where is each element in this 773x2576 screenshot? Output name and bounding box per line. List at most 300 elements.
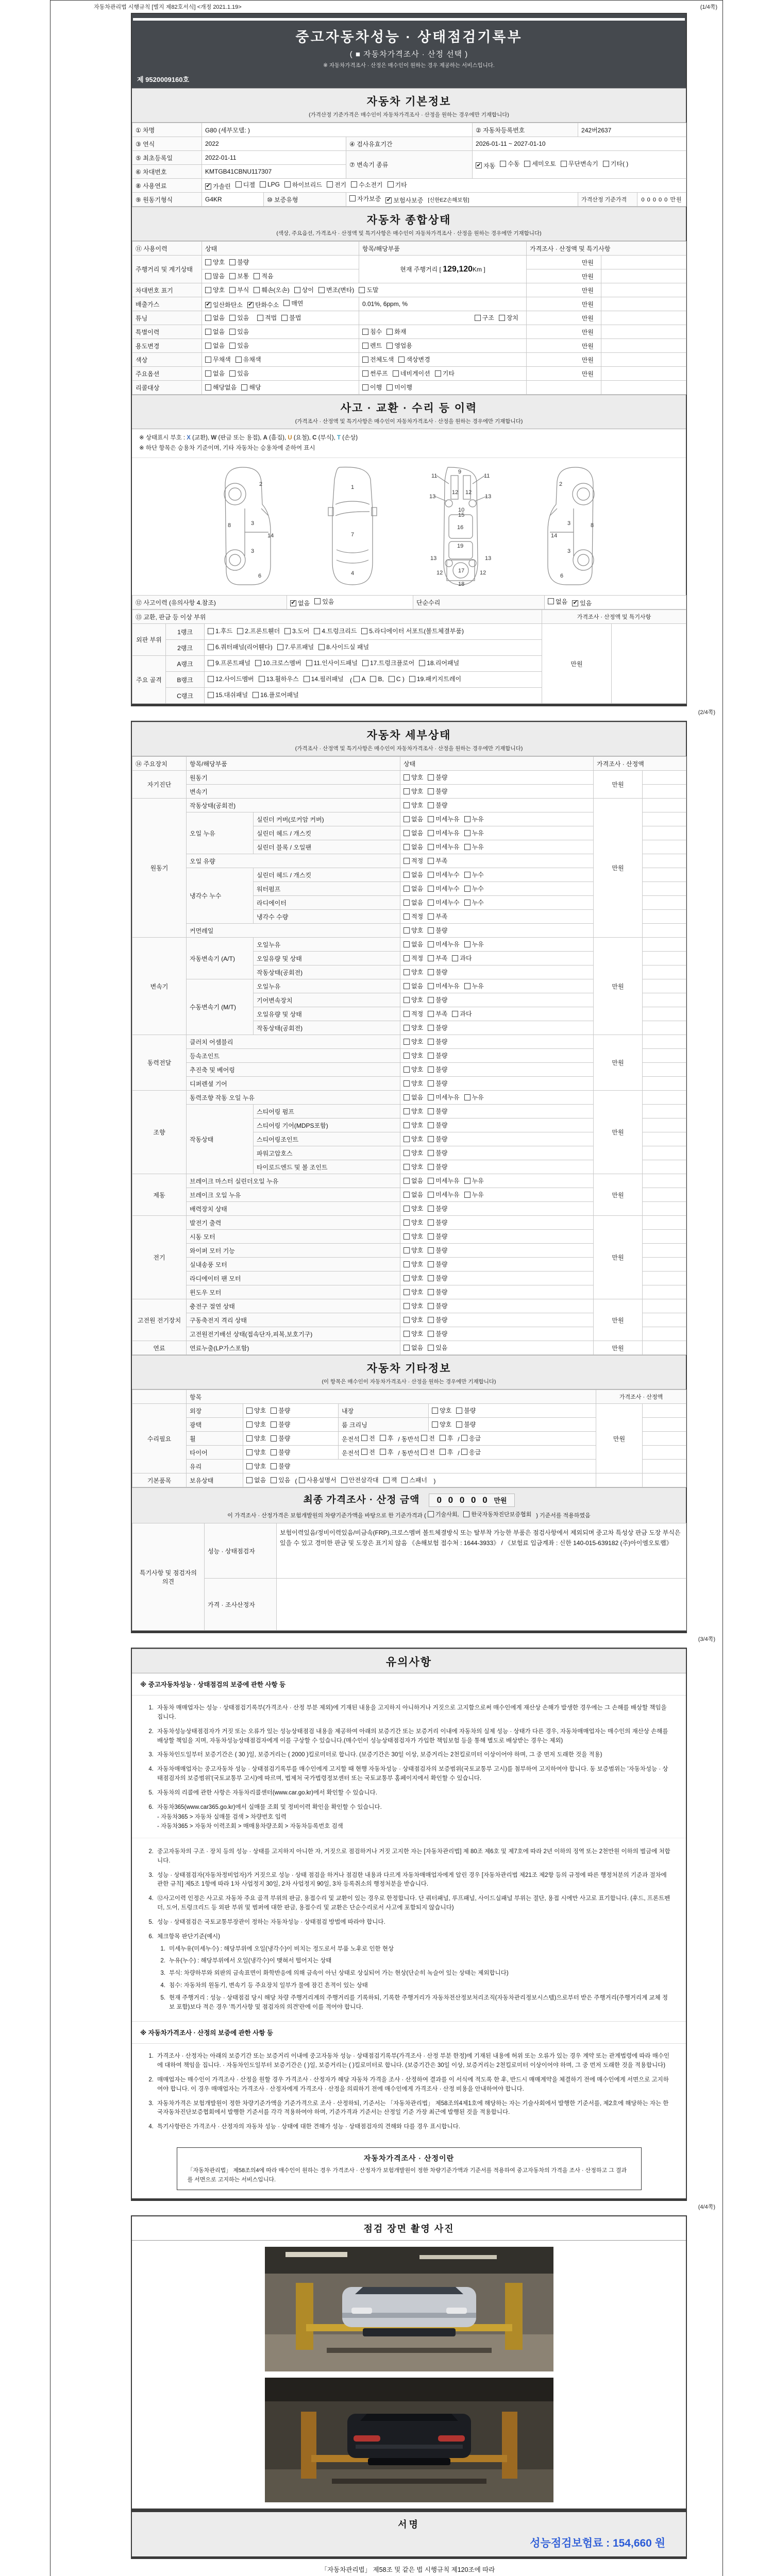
checkbox-누유[interactable]: [464, 842, 484, 851]
checkbox-전기[interactable]: [327, 180, 346, 189]
checkbox-box[interactable]: [419, 660, 425, 666]
checkbox-있음[interactable]: [572, 599, 592, 607]
checkbox-16.플로어패널[interactable]: [253, 689, 299, 701]
checkbox-후[interactable]: [440, 1434, 453, 1443]
checkbox-box[interactable]: [428, 858, 434, 864]
checkbox-box[interactable]: [205, 329, 211, 335]
checkbox-box[interactable]: [404, 1136, 410, 1142]
checkbox-box[interactable]: [362, 329, 368, 335]
checkbox-box[interactable]: [246, 1463, 253, 1469]
checkbox-적법[interactable]: [257, 313, 277, 322]
checkbox-box[interactable]: [318, 644, 325, 650]
checkbox-9.프론트패널[interactable]: [208, 657, 250, 669]
checkbox-해당[interactable]: [241, 383, 261, 392]
checkbox-양호[interactable]: [404, 773, 423, 782]
checkbox-box[interactable]: ✔: [206, 183, 211, 190]
checkbox-box[interactable]: [281, 315, 288, 321]
checkbox-box[interactable]: [362, 384, 368, 391]
checkbox-없음[interactable]: [404, 898, 423, 907]
checkbox-양호[interactable]: [404, 995, 423, 1004]
checkbox-box[interactable]: [404, 1233, 410, 1240]
checkbox-box[interactable]: [386, 329, 393, 335]
checkbox-불량[interactable]: [271, 1448, 290, 1456]
checkbox-box[interactable]: [428, 1108, 434, 1114]
checkbox-box[interactable]: [208, 628, 214, 634]
checkbox-box[interactable]: [277, 644, 283, 650]
checkbox-box[interactable]: [428, 941, 434, 947]
checkbox-후[interactable]: [380, 1448, 394, 1456]
checkbox-box[interactable]: [428, 802, 434, 808]
checkbox-box[interactable]: [404, 1094, 410, 1100]
checkbox-box[interactable]: [389, 676, 395, 682]
checkbox-box[interactable]: [361, 1435, 367, 1441]
checkbox-box[interactable]: [464, 941, 470, 947]
checkbox-box[interactable]: [404, 886, 410, 892]
checkbox-불량[interactable]: [428, 1121, 447, 1129]
checkbox-없음[interactable]: [205, 341, 225, 350]
checkbox-box[interactable]: [428, 1331, 434, 1337]
checkbox-box[interactable]: [404, 997, 410, 1003]
checkbox-자가보증[interactable]: [349, 194, 381, 203]
checkbox-있음[interactable]: [428, 1343, 447, 1352]
checkbox-box[interactable]: [428, 1317, 434, 1323]
checkbox-box[interactable]: [404, 1303, 410, 1309]
checkbox-양호[interactable]: [432, 1406, 451, 1415]
checkbox-box[interactable]: [208, 660, 214, 666]
checkbox-미세누유[interactable]: [428, 1190, 459, 1199]
checkbox-있음[interactable]: [229, 369, 249, 378]
checkbox-양호[interactable]: [404, 1329, 423, 1338]
checkbox-사용설명서[interactable]: [299, 1476, 337, 1484]
checkbox-box[interactable]: [359, 287, 365, 293]
checkbox-양호[interactable]: [404, 1301, 423, 1310]
checkbox-누유[interactable]: [464, 1190, 484, 1199]
checkbox-미세누유[interactable]: [428, 828, 459, 837]
checkbox-box[interactable]: [404, 1275, 410, 1281]
checkbox-box[interactable]: [464, 900, 470, 906]
checkbox-기타[interactable]: [435, 369, 455, 378]
checkbox-box[interactable]: [404, 1080, 410, 1087]
checkbox-양호[interactable]: [404, 1079, 423, 1088]
checkbox-양호[interactable]: [404, 1260, 423, 1268]
checkbox-없음[interactable]: [404, 870, 423, 879]
checkbox-box[interactable]: [254, 287, 260, 293]
checkbox-부족[interactable]: [428, 954, 447, 962]
checkbox-box[interactable]: [404, 1066, 410, 1073]
checkbox-불량[interactable]: [271, 1406, 290, 1415]
checkbox-box[interactable]: [404, 1025, 410, 1031]
checkbox-box[interactable]: [428, 913, 434, 920]
checkbox-6.쿼터패널(리어휀다)[interactable]: [208, 641, 273, 653]
checkbox-box[interactable]: [208, 692, 214, 698]
checkbox-불량[interactable]: [428, 1232, 447, 1241]
checkbox-불량[interactable]: [428, 1287, 447, 1296]
checkbox-잭[interactable]: [383, 1476, 397, 1484]
checkbox-도말[interactable]: [359, 285, 378, 294]
checkbox-양호[interactable]: [404, 1204, 423, 1213]
checkbox-전[interactable]: [421, 1448, 435, 1456]
checkbox-18.리어패널[interactable]: [419, 657, 459, 669]
checkbox-box[interactable]: [404, 774, 410, 781]
checkbox-box[interactable]: [440, 1435, 446, 1441]
checkbox-box[interactable]: [306, 660, 312, 666]
checkbox-있음[interactable]: [229, 313, 249, 322]
checkbox-box[interactable]: [327, 181, 333, 188]
checkbox-불량[interactable]: [428, 1260, 447, 1268]
checkbox-box[interactable]: [229, 259, 236, 265]
checkbox-box[interactable]: [314, 598, 321, 604]
checkbox-누수[interactable]: [464, 898, 484, 907]
checkbox-1.후드[interactable]: [208, 625, 232, 637]
checkbox-썬루프[interactable]: [362, 369, 388, 378]
checkbox-box[interactable]: [404, 858, 410, 864]
checkbox-box[interactable]: [404, 1011, 410, 1017]
checkbox-양호[interactable]: [404, 1274, 423, 1282]
checkbox-box[interactable]: [464, 844, 470, 850]
checkbox-box[interactable]: [404, 1039, 410, 1045]
checkbox-box[interactable]: [246, 1435, 253, 1442]
checkbox-box[interactable]: [428, 1233, 434, 1240]
checkbox-양호[interactable]: [404, 1121, 423, 1129]
checkbox-누유[interactable]: [464, 940, 484, 948]
checkbox-이행[interactable]: [362, 383, 382, 392]
checkbox-없음[interactable]: [404, 981, 423, 990]
checkbox-box[interactable]: [428, 955, 434, 961]
checkbox-box[interactable]: [428, 900, 434, 906]
checkbox-box[interactable]: [404, 1178, 410, 1184]
checkbox-색상변경[interactable]: [398, 355, 430, 364]
checkbox-box[interactable]: ✔: [476, 162, 481, 168]
checkbox-box[interactable]: [284, 628, 291, 634]
checkbox-box[interactable]: [404, 1261, 410, 1267]
checkbox-없음[interactable]: [404, 1176, 423, 1185]
checkbox-box[interactable]: [205, 273, 211, 279]
checkbox-box[interactable]: [271, 1435, 277, 1442]
checkbox-box[interactable]: [271, 1421, 277, 1428]
checkbox-box[interactable]: [255, 660, 261, 666]
checkbox-box[interactable]: [246, 1477, 253, 1483]
checkbox-box[interactable]: [236, 357, 242, 363]
checkbox-box[interactable]: [456, 1421, 462, 1428]
checkbox-미세누유[interactable]: [428, 842, 459, 851]
checkbox-box[interactable]: [388, 181, 394, 188]
checkbox-box[interactable]: [229, 343, 236, 349]
checkbox-유채색[interactable]: [236, 355, 261, 364]
checkbox-box[interactable]: [404, 1122, 410, 1128]
checkbox-box[interactable]: [404, 872, 410, 878]
checkbox-양호[interactable]: [404, 801, 423, 809]
checkbox-box[interactable]: [428, 816, 434, 822]
checkbox-box[interactable]: [229, 287, 236, 293]
checkbox-box[interactable]: [393, 370, 399, 377]
checkbox-14.필러패널[interactable]: [304, 673, 344, 685]
checkbox-box[interactable]: [428, 1164, 434, 1170]
checkbox-box[interactable]: [208, 676, 214, 682]
checkbox-미세누유[interactable]: [428, 1093, 459, 1101]
checkbox-box[interactable]: [304, 676, 310, 682]
checkbox-양호[interactable]: [404, 1218, 423, 1227]
checkbox-불량[interactable]: [428, 1134, 447, 1143]
checkbox-불량[interactable]: [428, 1204, 447, 1213]
checkbox-box[interactable]: [463, 1511, 469, 1517]
checkbox-미세누수[interactable]: [428, 884, 459, 893]
checkbox-box[interactable]: [404, 1053, 410, 1059]
checkbox-box[interactable]: [461, 1449, 467, 1455]
checkbox-부족[interactable]: [428, 1009, 447, 1018]
checkbox-후[interactable]: [380, 1434, 394, 1443]
checkbox-양호[interactable]: [404, 1232, 423, 1241]
checkbox-미세누유[interactable]: [428, 815, 459, 823]
checkbox-무단변속기[interactable]: [561, 159, 598, 168]
checkbox-box[interactable]: ✔: [248, 301, 253, 308]
checkbox-box[interactable]: [428, 1178, 434, 1184]
checkbox-불량[interactable]: [428, 1301, 447, 1310]
checkbox-무채색[interactable]: [205, 355, 231, 364]
checkbox-box[interactable]: [428, 1080, 434, 1087]
checkbox-8.사이드실 패널[interactable]: [318, 641, 369, 653]
checkbox-디젤[interactable]: [236, 180, 255, 189]
checkbox-box[interactable]: [205, 343, 211, 349]
checkbox-기타( )[interactable]: [603, 159, 629, 168]
checkbox-미세누수[interactable]: [428, 898, 459, 907]
checkbox-없음[interactable]: [290, 599, 310, 607]
checkbox-box[interactable]: [404, 1150, 410, 1156]
checkbox-불량[interactable]: [428, 1023, 447, 1032]
checkbox-누유[interactable]: [464, 1093, 484, 1101]
checkbox-box[interactable]: [229, 329, 236, 335]
checkbox-불량[interactable]: [456, 1420, 476, 1429]
checkbox-스패너[interactable]: [401, 1476, 427, 1484]
checkbox-양호[interactable]: [205, 285, 225, 294]
checkbox-box[interactable]: [428, 1261, 434, 1267]
checkbox-box[interactable]: [349, 195, 356, 201]
checkbox-box[interactable]: [246, 1421, 253, 1428]
checkbox-box[interactable]: [271, 1449, 277, 1455]
checkbox-box[interactable]: [428, 1094, 434, 1100]
checkbox-13.휠하우스[interactable]: [259, 673, 299, 685]
checkbox-불량[interactable]: [456, 1406, 476, 1415]
checkbox-7.루프패널[interactable]: [277, 641, 314, 653]
checkbox-하이브리드[interactable]: [284, 180, 322, 189]
checkbox-box[interactable]: [254, 273, 260, 279]
checkbox-양호[interactable]: [404, 1051, 423, 1060]
checkbox-box[interactable]: [354, 676, 360, 682]
checkbox-변조(변타)[interactable]: [318, 285, 354, 294]
checkbox-B,[interactable]: [370, 673, 383, 685]
checkbox-box[interactable]: [229, 273, 236, 279]
checkbox-box[interactable]: [440, 1449, 446, 1455]
checkbox-box[interactable]: [362, 357, 368, 363]
checkbox-불량[interactable]: [428, 1037, 447, 1046]
checkbox-box[interactable]: [362, 660, 368, 666]
checkbox-box[interactable]: [314, 628, 320, 634]
checkbox-미세누유[interactable]: [428, 981, 459, 990]
checkbox-양호[interactable]: [404, 926, 423, 935]
checkbox-box[interactable]: [404, 927, 410, 934]
checkbox-12.사이드멤버[interactable]: [208, 673, 254, 685]
checkbox-box[interactable]: [259, 676, 265, 682]
checkbox-적정[interactable]: [404, 954, 423, 962]
checkbox-불량[interactable]: [271, 1420, 290, 1429]
checkbox-불량[interactable]: [229, 258, 249, 266]
checkbox-box[interactable]: [428, 1275, 434, 1281]
checkbox-부족[interactable]: [428, 912, 447, 921]
checkbox-가솔린[interactable]: [205, 182, 231, 191]
checkbox-box[interactable]: [404, 1108, 410, 1114]
checkbox-부족[interactable]: [428, 856, 447, 865]
checkbox-box[interactable]: [283, 300, 290, 306]
checkbox-box[interactable]: [404, 816, 410, 822]
checkbox-box[interactable]: [205, 370, 211, 377]
checkbox-없음[interactable]: [404, 842, 423, 851]
checkbox-box[interactable]: [205, 357, 211, 363]
checkbox-보통[interactable]: [229, 272, 249, 280]
checkbox-box[interactable]: [428, 1192, 434, 1198]
checkbox-box[interactable]: [428, 1511, 434, 1517]
checkbox-매연[interactable]: [283, 299, 303, 308]
checkbox-전[interactable]: [361, 1434, 375, 1443]
checkbox-해당없음[interactable]: [205, 383, 237, 392]
checkbox-box[interactable]: [271, 1477, 277, 1483]
checkbox-불량[interactable]: [428, 1162, 447, 1171]
checkbox-불량[interactable]: [428, 773, 447, 782]
checkbox-box[interactable]: [404, 1164, 410, 1170]
checkbox-없음[interactable]: [548, 597, 567, 606]
checkbox-없음[interactable]: [205, 327, 225, 336]
checkbox-box[interactable]: [241, 384, 247, 391]
checkbox-적정[interactable]: [404, 856, 423, 865]
checkbox-box[interactable]: [428, 1066, 434, 1073]
checkbox-box[interactable]: [464, 872, 470, 878]
checkbox-누유[interactable]: [464, 981, 484, 990]
checkbox-불량[interactable]: [428, 1315, 447, 1324]
checkbox-누수[interactable]: [464, 884, 484, 893]
checkbox-box[interactable]: [271, 1408, 277, 1414]
checkbox-box[interactable]: [294, 287, 300, 293]
checkbox-box[interactable]: [404, 969, 410, 975]
checkbox-있음[interactable]: [229, 327, 249, 336]
checkbox-C )[interactable]: [389, 673, 405, 685]
checkbox-A[interactable]: [354, 673, 365, 685]
checkbox-17.트렁크플로어[interactable]: [362, 657, 414, 669]
checkbox-box[interactable]: [464, 1094, 470, 1100]
checkbox-19.패키지트레이[interactable]: [409, 673, 461, 685]
checkbox-양호[interactable]: [246, 1462, 266, 1470]
checkbox-안전삼각대[interactable]: [341, 1476, 379, 1484]
checkbox-보험사보증[interactable]: [385, 196, 423, 205]
checkbox-box[interactable]: [428, 1011, 434, 1017]
checkbox-전[interactable]: [421, 1434, 435, 1443]
checkbox-있음[interactable]: [229, 341, 249, 350]
checkbox-네비게이션[interactable]: [393, 369, 430, 378]
checkbox-상이[interactable]: [294, 285, 314, 294]
checkbox-응급[interactable]: [461, 1434, 481, 1443]
checkbox-미이행[interactable]: [386, 383, 412, 392]
checkbox-box[interactable]: [361, 628, 367, 634]
checkbox-LPG[interactable]: [260, 181, 280, 188]
checkbox-부식[interactable]: [229, 285, 249, 294]
checkbox-15.대쉬패널[interactable]: [208, 689, 248, 701]
checkbox-box[interactable]: [236, 181, 242, 188]
checkbox-불량[interactable]: [428, 801, 447, 809]
checkbox-box[interactable]: [253, 692, 259, 698]
checkbox-훼손(오손)[interactable]: [254, 285, 289, 294]
checkbox-box[interactable]: [500, 161, 506, 167]
checkbox-box[interactable]: [398, 357, 405, 363]
checkbox-box[interactable]: [464, 830, 470, 836]
checkbox-2.프론트휀더[interactable]: [237, 625, 280, 637]
checkbox-box[interactable]: [370, 676, 376, 682]
checkbox-불량[interactable]: [428, 787, 447, 795]
checkbox-양호[interactable]: [205, 258, 225, 266]
checkbox-box[interactable]: [208, 644, 214, 650]
checkbox-침수[interactable]: [362, 327, 382, 336]
checkbox-전[interactable]: [361, 1448, 375, 1456]
checkbox-box[interactable]: [409, 676, 415, 682]
checkbox-box[interactable]: [361, 1449, 367, 1455]
checkbox-box[interactable]: [464, 1192, 470, 1198]
checkbox-box[interactable]: [271, 1463, 277, 1469]
checkbox-box[interactable]: [404, 900, 410, 906]
checkbox-양호[interactable]: [404, 1246, 423, 1255]
checkbox-box[interactable]: [428, 927, 434, 934]
checkbox-box[interactable]: [404, 1345, 410, 1351]
checkbox-누유[interactable]: [464, 828, 484, 837]
checkbox-box[interactable]: [464, 1178, 470, 1184]
checkbox-box[interactable]: [475, 315, 481, 321]
checkbox-양호[interactable]: [404, 787, 423, 795]
checkbox-없음[interactable]: [404, 884, 423, 893]
checkbox-box[interactable]: [404, 1317, 410, 1323]
checkbox-box[interactable]: [246, 1408, 253, 1414]
checkbox-불량[interactable]: [428, 995, 447, 1004]
checkbox-box[interactable]: [404, 830, 410, 836]
checkbox-불량[interactable]: [428, 1329, 447, 1338]
checkbox-box[interactable]: [548, 598, 554, 604]
checkbox-box[interactable]: [421, 1449, 427, 1455]
checkbox-box[interactable]: [401, 1477, 408, 1483]
checkbox-3.도어[interactable]: [284, 625, 309, 637]
checkbox-box[interactable]: [362, 370, 368, 377]
checkbox-양호[interactable]: [246, 1406, 266, 1415]
checkbox-box[interactable]: [428, 1206, 434, 1212]
checkbox-box[interactable]: [205, 315, 211, 321]
checkbox-불량[interactable]: [428, 926, 447, 935]
checkbox-box[interactable]: [428, 1345, 434, 1351]
checkbox-box[interactable]: [404, 913, 410, 920]
checkbox-box[interactable]: [404, 1206, 410, 1212]
checkbox-box[interactable]: [237, 628, 243, 634]
checkbox-box[interactable]: [299, 1477, 305, 1483]
checkbox-box[interactable]: [404, 1192, 410, 1198]
checkbox-box[interactable]: [404, 802, 410, 808]
checkbox-없음[interactable]: [404, 1343, 423, 1352]
checkbox-box[interactable]: [432, 1408, 438, 1414]
checkbox-과다[interactable]: [452, 1009, 472, 1018]
checkbox-누유[interactable]: [464, 815, 484, 823]
checkbox-box[interactable]: [380, 1435, 386, 1441]
checkbox-box[interactable]: [428, 1247, 434, 1253]
checkbox-box[interactable]: [383, 1477, 390, 1483]
checkbox-장치[interactable]: [499, 313, 518, 322]
checkbox-box[interactable]: [404, 1219, 410, 1226]
checkbox-box[interactable]: [561, 161, 567, 167]
checkbox-불량[interactable]: [428, 1218, 447, 1227]
checkbox-불량[interactable]: [428, 1065, 447, 1074]
checkbox-양호[interactable]: [246, 1420, 266, 1429]
checkbox-불량[interactable]: [428, 1274, 447, 1282]
checkbox-기술사회,[interactable]: [428, 1510, 459, 1518]
